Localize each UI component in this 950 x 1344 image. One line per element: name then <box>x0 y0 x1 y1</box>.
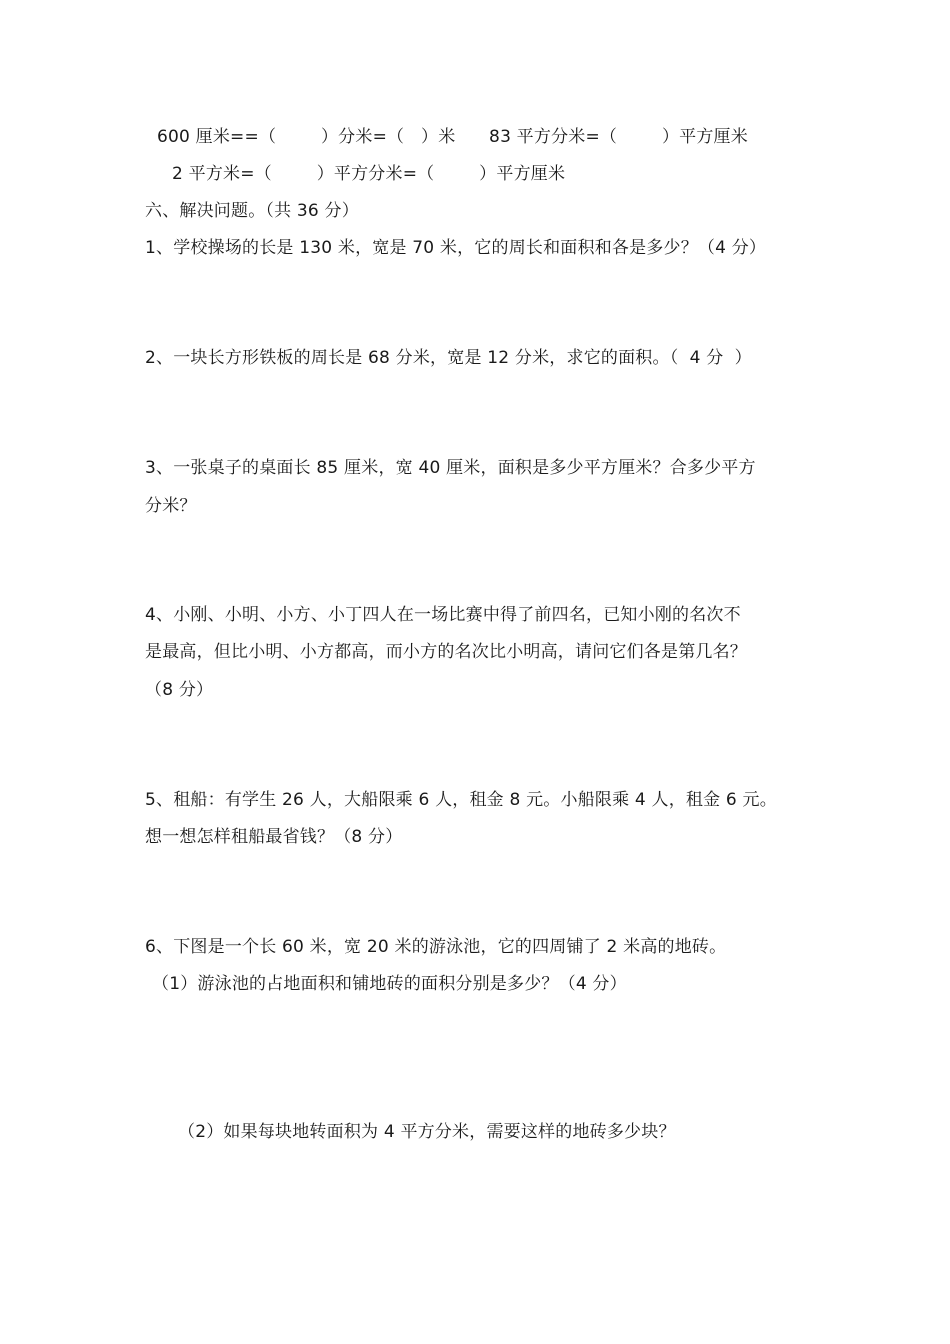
problem-2: 2、一块长方形铁板的周长是 68 分米，宽是 12 分米，求它的面积。（ 4 分 ） <box>145 348 752 368</box>
problem-6-line-1: 6、下图是一个长 60 米，宽 20 米的游泳池，它的四周铺了 2 米高的地砖。 <box>145 937 727 957</box>
section-heading: 六、解决问题。（共 36 分） <box>145 201 359 221</box>
problem-6-subquestion-1: （1）游泳池的占地面积和铺地砖的面积分别是多少？（4 分） <box>152 974 627 994</box>
problem-4-line-1: 4、小刚、小明、小方、小丁四人在一场比赛中得了前四名，已知小刚的名次不 <box>145 605 741 625</box>
problem-3-line-2: 分米？ <box>145 496 197 516</box>
problem-4-line-3: （8 分） <box>145 680 214 700</box>
conversion-line-2: 2 平方米=（ ）平方分米=（ ）平方厘米 <box>172 164 566 184</box>
problem-4-line-2: 是最高，但比小明、小方都高，而小方的名次比小明高，请问它们各是第几名？ <box>145 642 747 662</box>
problem-6-subquestion-2: （2）如果每块地转面积为 4 平方分米，需要这样的地砖多少块？ <box>178 1122 676 1142</box>
problem-5-line-2: 想一想怎样租船最省钱？（8 分） <box>145 827 403 847</box>
problem-5-line-1: 5、租船：有学生 26 人，大船限乘 6 人，租金 8 元。小船限乘 4 人，租金 6 元。 <box>145 790 777 810</box>
conversion-line-1: 600 厘米==（ ）分米=（ ）米 83 平方分米=（ ）平方厘米 <box>157 127 748 147</box>
problem-1: 1、学校操场的长是 130 米，宽是 70 米，它的周长和面积和各是多少？（4 分） <box>145 238 767 258</box>
problem-3-line-1: 3、一张桌子的桌面长 85 厘米，宽 40 厘米，面积是多少平方厘米？合多少平方 <box>145 458 756 478</box>
